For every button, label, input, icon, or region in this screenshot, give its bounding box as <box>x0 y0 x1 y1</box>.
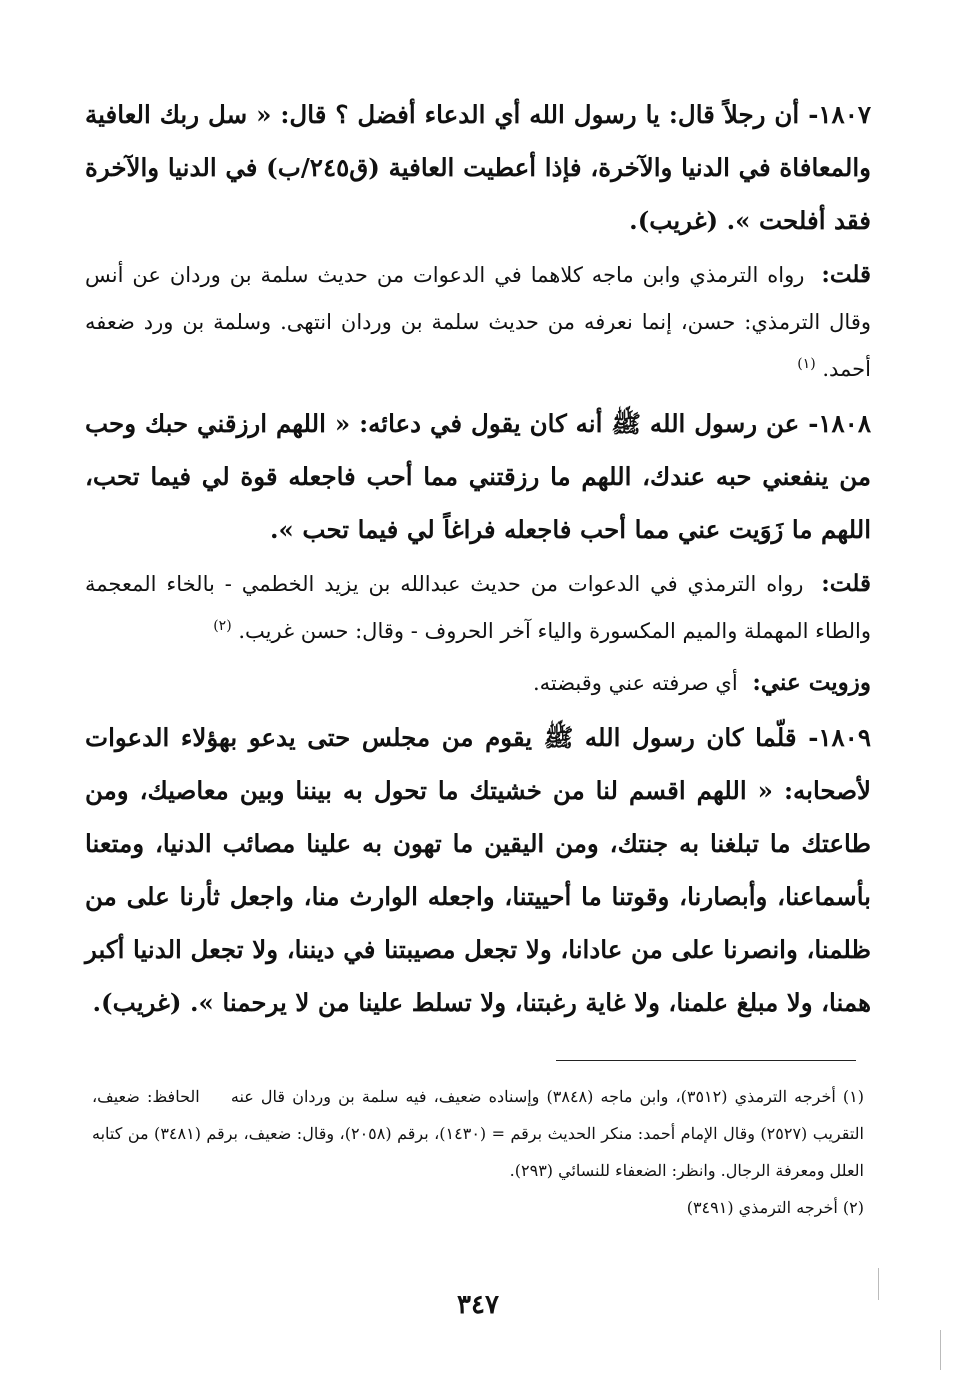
footnote-ref-1[interactable]: (١) <box>797 356 816 372</box>
footnote-1-first-line: (١) أخرجه الترمذي (٣٥١٢)، وابن ماجه (٣٨٤٨) وإسناده ضعيف، فيه سلمة بن وردان قال عنه <box>230 1087 865 1106</box>
footnote-1-continuation: الحافظ: ضعيف، التقريب (٢٥٢٧) وقال الإمام أحمد: منكر الحديث برقم = (١٤٣٠)، برقم (٢٠٥٨)، وقال: ضعيف، برقم (٣٤٨١) من كتابه العلل ومعرفة الرجال. وانظر: الضعفاء للنسائي (٢٩٣). <box>92 1087 865 1180</box>
commentary-text: رواه الترمذي وابن ماجه كلاهما في الدعوات من حديث سلمة بن وردان عن أنس وقال الترمذي: حسن، إنما نعرفه من حديث سلمة بن وردان انتهى. وسلمة بن ورد ضعفه أحمد. <box>85 263 871 381</box>
hadith-text: أن رجلاً قال: يا رسول الله أي الدعاء أفضل ؟ قال: « سل ربك العافية والمعافاة في الدنيا والآخرة، فإذا أعطيت العافية (ق٢٤٥/ب) في الدنيا والآخرة فقد أفلحت ». (غريب). <box>85 100 871 235</box>
hadith-text: قلّما كان رسول الله ﷺ يقوم من مجلس حتى يدعو بهؤلاء الدعوات لأصحابه: « اللهم اقسم لنا من خشيتك ما تحول به بيننا وبين معاصيك، ومن طاعتك ما تبلغنا به جنتك، ومن اليقين ما تهون به علينا مصائب الدنيا، ومتعنا بأسماعنا، وأبصارنا، وقوتنا ما أحييتنا، واجعله الوارث منا، واجعل ثأرنا على من ظلمنا، وانصرنا على من عادانا، ولا تجعل مصيبتنا في ديننا، ولا تجعل الدنيا أكبر همنا، ولا مبلغ علمنا، ولا غاية رغبتنا، ولا تسلط علينا من لا يرحمنا ». (غريب). <box>85 723 871 1017</box>
footnote-2 <box>92 1189 864 1226</box>
commentary-1807 <box>85 251 871 393</box>
hadith-1808 <box>85 397 871 556</box>
gloss-zawayt <box>85 659 871 707</box>
hadith-number: ١٨٠٨- <box>808 409 871 438</box>
commentary-text: رواه الترمذي في الدعوات من حديث عبدالله بن يزيد الخطمي - بالخاء المعجمة والطاء المهملة والميم المكسورة والياء آخر الحروف - وقال: حسن غريب. <box>85 572 871 643</box>
hadith-number: ١٨٠٧- <box>808 100 872 129</box>
gloss-text: أي صرفته عني وقبضته. <box>532 671 738 695</box>
footnote-1 <box>92 1078 864 1189</box>
footnote-2-text: (٢) أخرجه الترمذي (٣٤٩١) <box>686 1198 864 1217</box>
footnotes <box>92 1078 864 1226</box>
scan-margin-mark <box>878 1268 879 1300</box>
hadith-text: عن رسول الله ﷺ أنه كان يقول في دعائه: « اللهم ارزقني حبك وحب من ينفعني حبه عندك، اللهم ما رزقتني مما أحب فاجعله قوة لي فيما تحب، اللهم ما زَوَيت عني مما أحب فاجعله فراغاً لي فيما تحب ». <box>85 409 871 544</box>
footnote-ref-2[interactable]: (٢) <box>213 618 232 634</box>
gloss-label: وزويت عني: <box>752 669 871 696</box>
commentary-1808 <box>85 560 871 655</box>
commentary-label: قلت: <box>821 261 872 288</box>
hadith-number: ١٨٠٩- <box>808 723 871 752</box>
scan-margin-mark <box>940 1330 941 1370</box>
page-body <box>85 88 871 1033</box>
commentary-label: قلت: <box>821 570 871 597</box>
footnote-separator <box>556 1060 856 1061</box>
hadith-1807 <box>85 88 871 247</box>
hadith-1809 <box>85 711 871 1029</box>
page-number: ٣٤٧ <box>457 1290 499 1320</box>
